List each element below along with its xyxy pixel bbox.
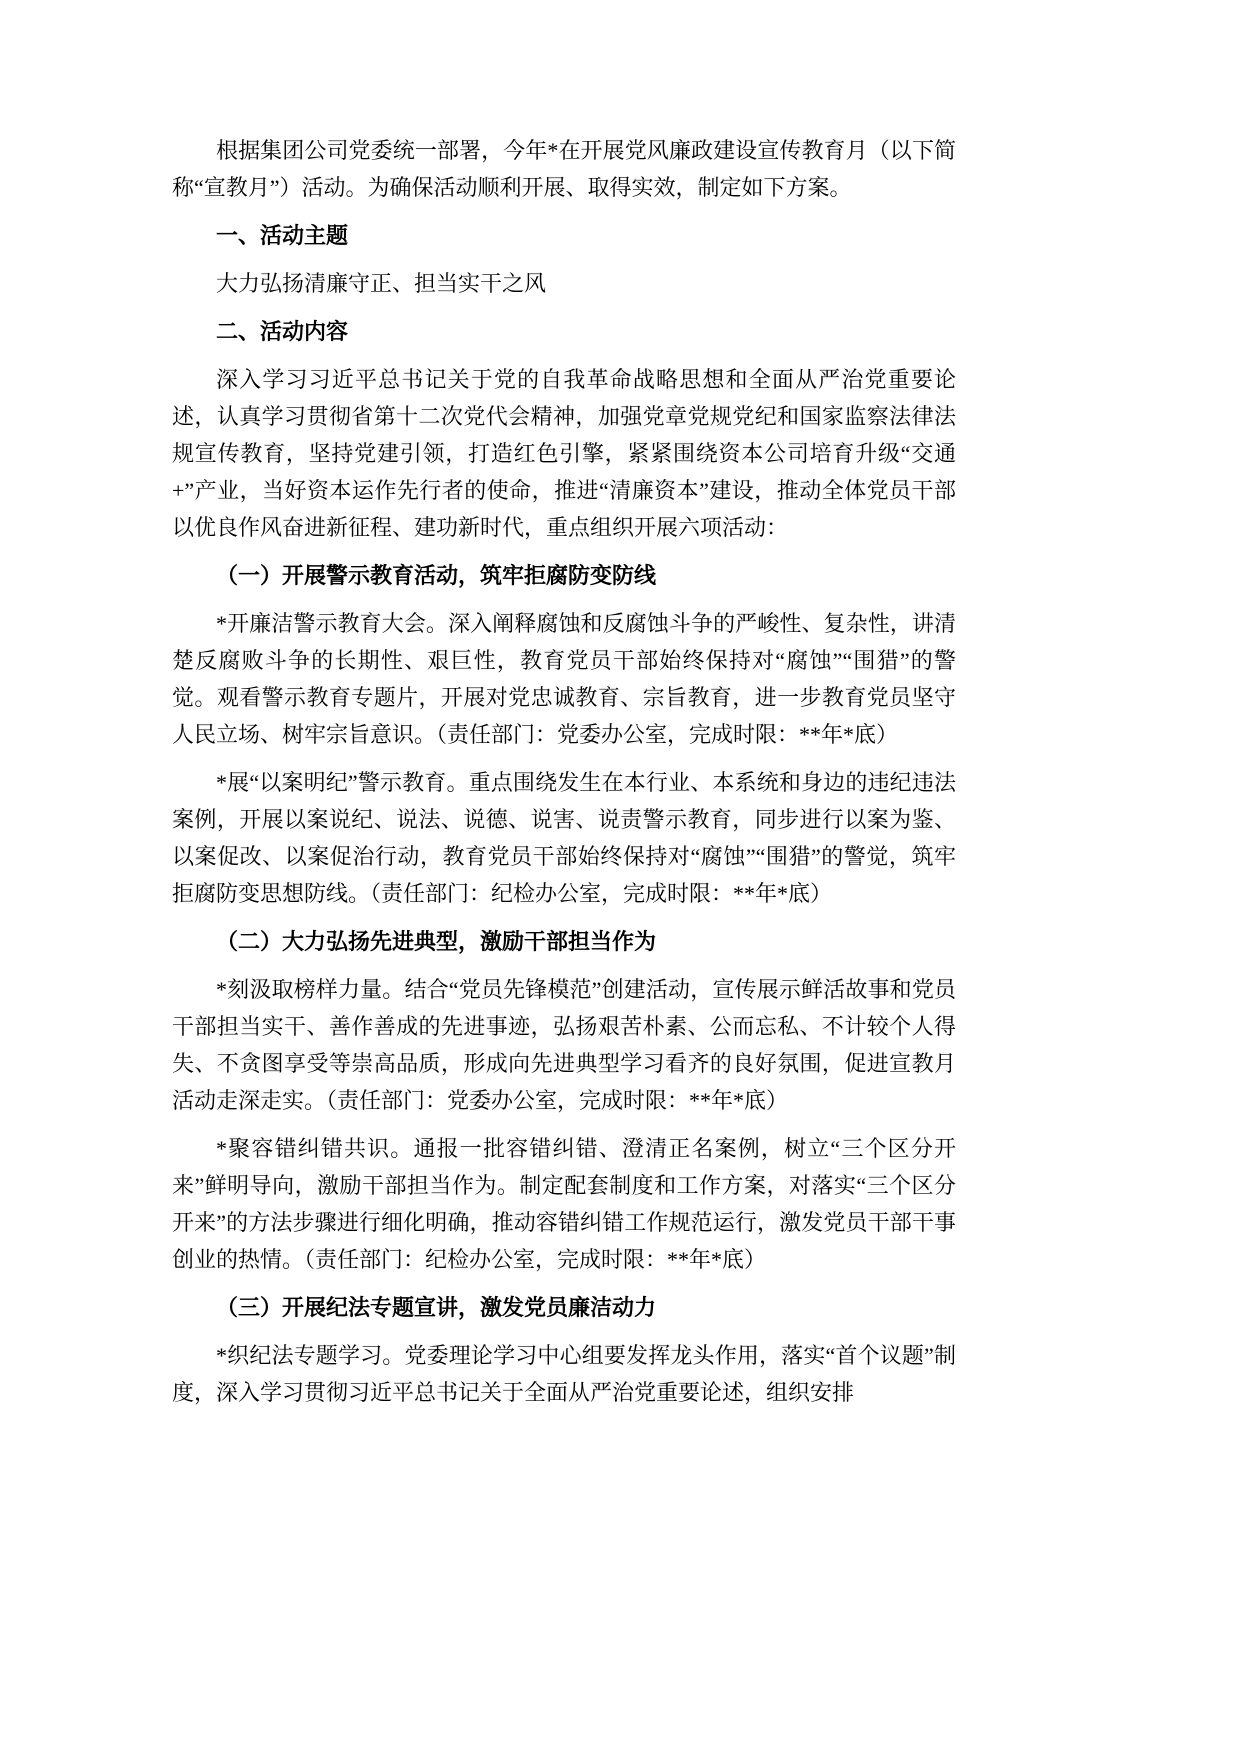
role-model-paragraph: *刻汲取榜样力量。结合“党员先锋模范”创建活动，宣传展示鲜活故事和党员干部担当实干、善作善成的先进事迹，弘扬艰苦朴素、公而忘私、不计较个人得失、不贪图享受等崇高品质，形成向先进典型学习看齐的良好氛围，促进宣教月活动走深走实。（责任部门：党委办公室，完成时限：**年*底） — [172, 977, 956, 1113]
error-tolerance-paragraph: *聚容错纠错共识。通报一批容错纠错、澄清正名案例，树立“三个区分开来”鲜明导向，激励干部担当作为。制定配套制度和工作方案，对落实“三个区分开来”的方法步骤进行细化明确，推动容错纠错工作规范运行，激发党员干部干事创业的热情。（责任部门：纪检办公室，完成时限：**年*底） — [172, 1136, 956, 1272]
subsection-heading-1: （一）开展警示教育活动，筑牢拒腐防变防线 — [216, 563, 657, 588]
subsection-heading-2: （二）大力弘扬先进典型，激励干部担当作为 — [216, 929, 657, 954]
content-overview-paragraph: 深入学习习近平总书记关于党的自我革命战略思想和全面从严治党重要论述，认真学习贯彻省第十二次党代会精神，加强党章党规党纪和国家监察法律法规宣传教育，坚持党建引领，打造红色引擎，紧紧围绕资本公司培育升级“交通+”产业，当好资本运作先行者的使命，推进“清廉资本”建设，推动全体党员干部以优良作风奋进新征程、建功新时代，重点组织开展六项活动： — [172, 367, 956, 540]
discipline-law-paragraph: *织纪法专题学习。党委理论学习中心组要发挥龙头作用，落实“首个议题”制度，深入学习贯彻习近平总书记关于全面从严治党重要论述，组织安排 — [172, 1343, 956, 1405]
document-content — [172, 132, 956, 1422]
intro-paragraph: 根据集团公司党委统一部署，今年*在开展党风廉政建设宣传教育月（以下简称“宣教月”）活动。为确保活动顺利开展、取得实效，制定如下方案。 — [172, 138, 956, 200]
warning-education-paragraph-1: *开廉洁警示教育大会。深入阐释腐蚀和反腐蚀斗争的严峻性、复杂性，讲清楚反腐败斗争的长期性、艰巨性，教育党员干部始终保持对“腐蚀”“围猎”的警觉。观看警示教育专题片，开展对党忠诚教育、宗旨教育，进一步教育党员坚守人民立场、树牢宗旨意识。（责任部门：党委办公室，完成时限：**年*底） — [172, 611, 956, 747]
subsection-heading-3: （三）开展纪法专题宣讲，激发党员廉洁动力 — [216, 1295, 657, 1320]
warning-education-paragraph-2: *展“以案明纪”警示教育。重点围绕发生在本行业、本系统和身边的违纪违法案例，开展以案说纪、说法、说德、说害、说责警示教育，同步进行以案为鉴、以案促改、以案促治行动，教育党员干部始终保持对“腐蚀”“围猎”的警觉，筑牢拒腐防变思想防线。（责任部门：纪检办公室，完成时限：**年*底） — [172, 770, 956, 906]
theme-paragraph: 大力弘扬清廉守正、担当实干之风 — [216, 271, 547, 296]
section-heading-1: 一、活动主题 — [216, 223, 349, 248]
section-heading-2: 二、活动内容 — [216, 319, 349, 344]
